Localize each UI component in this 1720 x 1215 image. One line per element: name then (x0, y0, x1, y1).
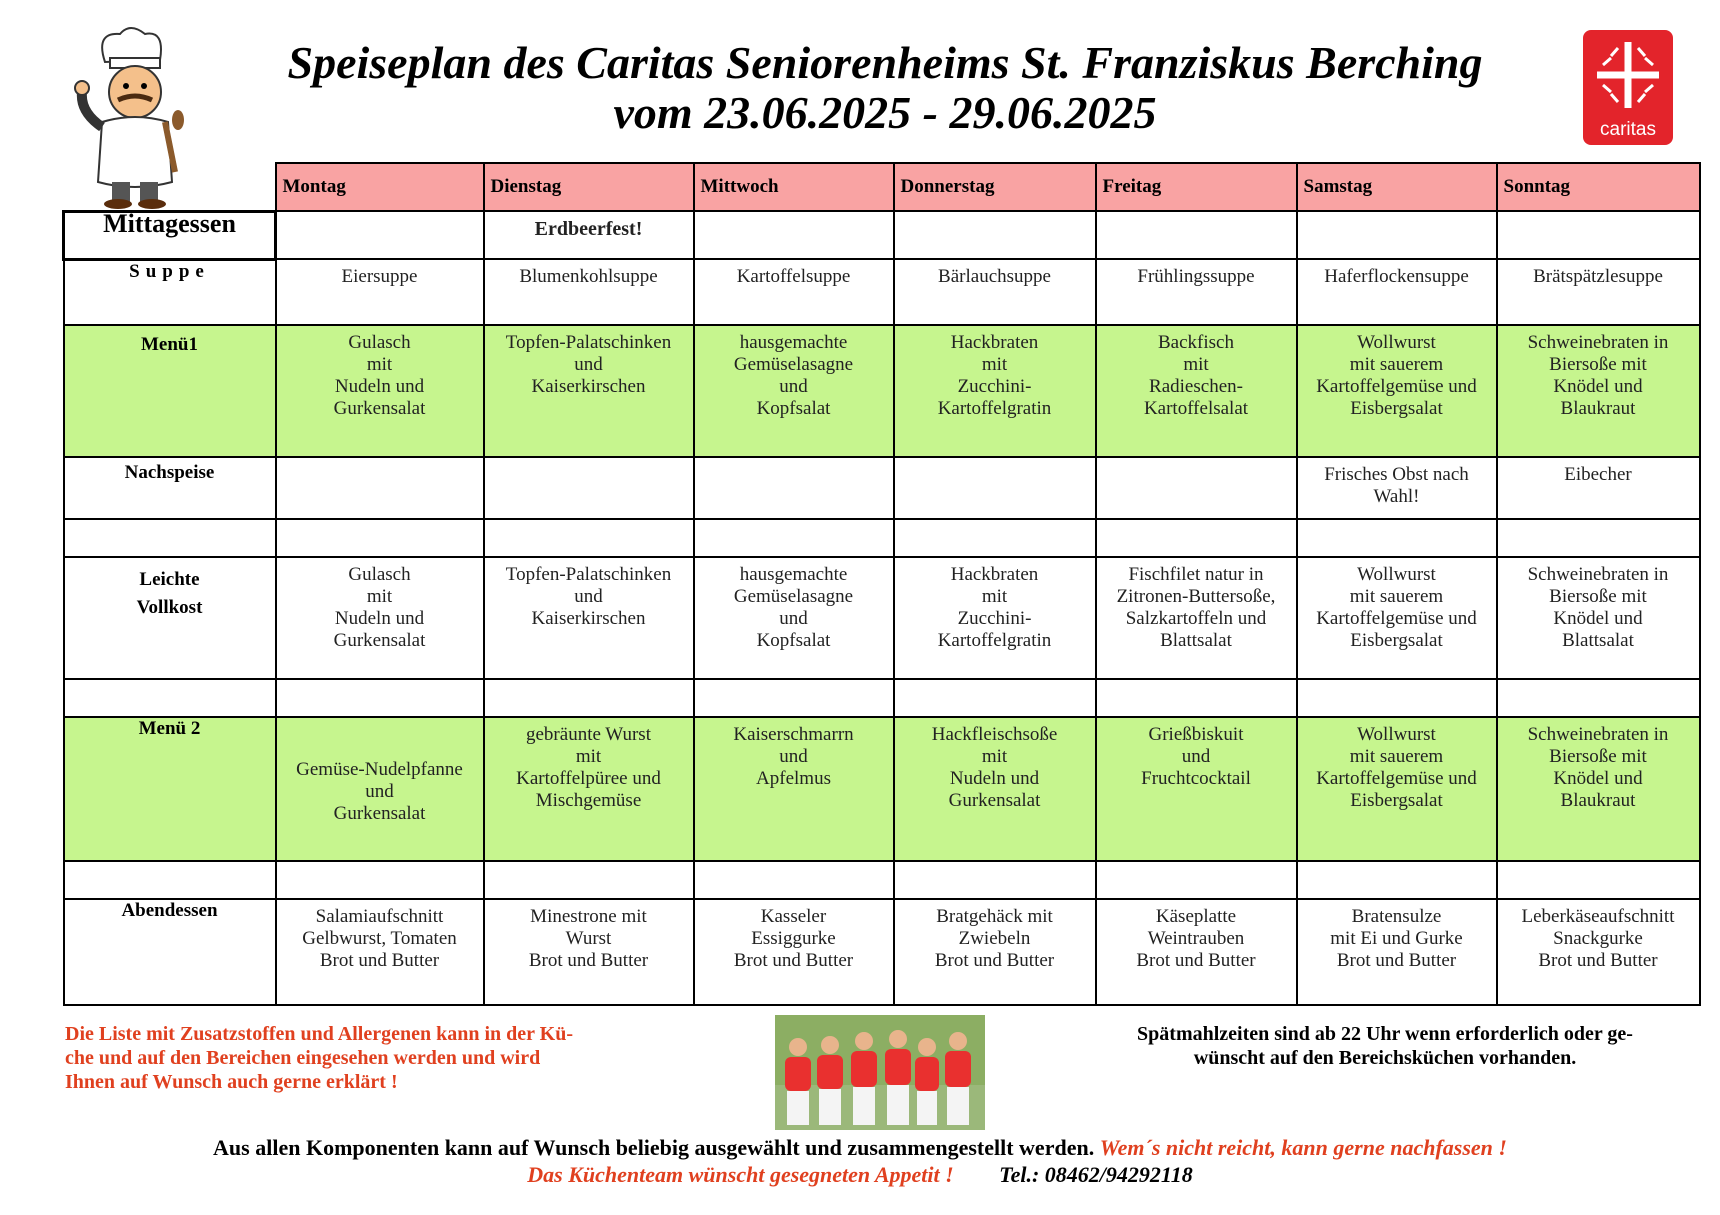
day-header: Mittwoch (694, 163, 894, 211)
menu-cell: Haferflockensuppe (1297, 259, 1497, 325)
caritas-logo-text: caritas (1600, 119, 1656, 140)
menu-cell: Schweinebraten in Biersoße mit Knödel und Blaukraut (1497, 325, 1700, 457)
menu-cell: Kartoffelsuppe (694, 259, 894, 325)
menu-cell: Kasseler Essiggurke Brot und Butter (694, 899, 894, 1005)
menu-cell: Hackbraten mit Zucchini- Kartoffelgratin (894, 557, 1096, 679)
menu-cell: Hackbraten mit Zucchini- Kartoffelgratin (894, 325, 1096, 457)
menu-cell: Wollwurst mit sauerem Kartoffelgemüse und Eisbergsalat (1297, 717, 1497, 861)
row-label: Menü1 (64, 325, 276, 457)
menu-cell: Topfen-Palatschinken und Kaiserkirschen (484, 325, 694, 457)
row-label: Mittagessen (64, 211, 276, 259)
row-label: Menü 2 (64, 717, 276, 861)
menu-cell: Eiersuppe (276, 259, 484, 325)
row-menu1 (64, 325, 1700, 457)
menu-cell: Fischfilet natur in Zitronen-Buttersoße, Salzkartoffeln und Blattsalat (1096, 557, 1297, 679)
day-header: Samstag (1297, 163, 1497, 211)
menu-cell (276, 211, 484, 259)
row-nachspeise (64, 457, 1700, 519)
late-meal-note: Spätmahlzeiten sind ab 22 Uhr wenn erforderlich oder ge- wünscht auf den Bereichsküchen vorhanden. (1137, 1023, 1633, 1069)
menu-cell (1096, 457, 1297, 519)
day-header: Dienstag (484, 163, 694, 211)
day-header: Freitag (1096, 163, 1297, 211)
menu-cell: gebräunte Wurst mit Kartoffelpüree und Mischgemüse (484, 717, 694, 861)
menu-cell: Topfen-Palatschinken und Kaiserkirschen (484, 557, 694, 679)
phone-number: Tel.: 08462/94292118 (999, 1162, 1193, 1187)
row-label: Nachspeise (64, 457, 276, 519)
menu-cell (894, 457, 1096, 519)
menu-cell: hausgemachte Gemüselasagne und Kopfsalat (694, 557, 894, 679)
date-range: vom 23.06.2025 - 29.06.2025 (613, 87, 1157, 138)
menu-cell: Minestrone mit Wurst Brot und Butter (484, 899, 694, 1005)
menu-cell (1497, 211, 1700, 259)
spacer-row (64, 861, 1700, 899)
spacer-row (64, 679, 1700, 717)
menu-cell: Bratensulze mit Ei und Gurke Brot und Butter (1297, 899, 1497, 1005)
row-label: Abendessen (64, 899, 276, 1005)
day-header: Sonntag (1497, 163, 1700, 211)
menu-cell: Hackfleischsoße mit Nudeln und Gurkensalat (894, 717, 1096, 861)
menu-cell (276, 457, 484, 519)
menu-cell (894, 211, 1096, 259)
menu-cell (1297, 211, 1497, 259)
row-menu2 (64, 717, 1700, 861)
menu-cell: Gulasch mit Nudeln und Gurkensalat (276, 325, 484, 457)
row-label: Leichte Vollkost (64, 557, 276, 679)
allergen-note: Die Liste mit Zusatzstoffen und Allergenen kann in der Kü- che und auf den Bereichen eingesehen werden und wird Ihnen auf Wunsch auch gerne erklärt ! (65, 1023, 573, 1093)
menu-cell: Schweinebraten in Biersoße mit Knödel und Blattsalat (1497, 557, 1700, 679)
day-header-row (64, 163, 1700, 211)
menu-cell: Käseplatte Weintrauben Brot und Butter (1096, 899, 1297, 1005)
caritas-logo (1583, 30, 1673, 145)
row-suppe (64, 259, 1700, 325)
menu-cell (484, 457, 694, 519)
page-title: Speiseplan des Caritas Seniorenheims St. Franziskus Berching (287, 37, 1483, 88)
menu-cell: Grießbiskuit und Fruchtcocktail (1096, 717, 1297, 861)
row-label: Suppe (64, 259, 276, 325)
menu-cell: Eibecher (1497, 457, 1700, 519)
menu-cell: Blumenkohlsuppe (484, 259, 694, 325)
menu-cell: Frühlingssuppe (1096, 259, 1297, 325)
menu-cell: Gulasch mit Nudeln und Gurkensalat (276, 557, 484, 679)
menu-table (62, 162, 1701, 1006)
menu-cell (1096, 211, 1297, 259)
day-header: Montag (276, 163, 484, 211)
footer-line1: Aus allen Komponenten kann auf Wunsch beliebig ausgewählt und zusammengestellt werden. Wem´s nicht reicht, kann gerne nachfassen ! (213, 1135, 1507, 1160)
menu-cell: Bratgehäck mit Zwiebeln Brot und Butter (894, 899, 1096, 1005)
row-leichte-vollkost (64, 557, 1700, 679)
menu-cell: Gemüse-Nudelpfanne und Gurkensalat (276, 717, 484, 861)
menu-cell: Erdbeerfest! (484, 211, 694, 259)
menu-cell: Bärlauchsuppe (894, 259, 1096, 325)
menu-cell: Frisches Obst nach Wahl! (1297, 457, 1497, 519)
kitchen-team-photo (775, 1015, 985, 1130)
menu-cell: Brätspätzlesuppe (1497, 259, 1700, 325)
menu-cell: Wollwurst mit sauerem Kartoffelgemüse und Eisbergsalat (1297, 557, 1497, 679)
menu-cell (694, 457, 894, 519)
spacer-row (64, 519, 1700, 557)
menu-cell: Leberkäseaufschnitt Snackgurke Brot und Butter (1497, 899, 1700, 1005)
menu-cell: Wollwurst mit sauerem Kartoffelgemüse und Eisbergsalat (1297, 325, 1497, 457)
menu-cell: hausgemachte Gemüselasagne und Kopfsalat (694, 325, 894, 457)
row-abendessen (64, 899, 1700, 1005)
menu-cell: Schweinebraten in Biersoße mit Knödel und Blaukraut (1497, 717, 1700, 861)
footer-line2: Das Küchenteam wünscht gesegneten Appetit ! Tel.: 08462/94292118 (527, 1162, 1193, 1187)
menu-cell (694, 211, 894, 259)
menu-cell: Kaiserschmarrn und Apfelmus (694, 717, 894, 861)
menu-cell: Salamiaufschnitt Gelbwurst, Tomaten Brot und Butter (276, 899, 484, 1005)
day-header: Donnerstag (894, 163, 1096, 211)
menu-cell: Backfisch mit Radieschen- Kartoffelsalat (1096, 325, 1297, 457)
row-mittagessen (64, 211, 1700, 259)
